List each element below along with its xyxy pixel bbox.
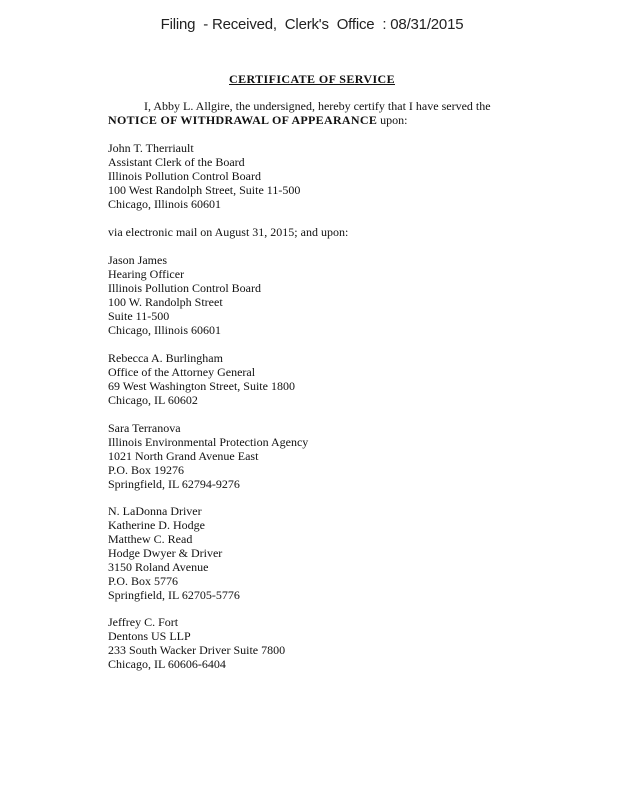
recipient-james <box>108 253 261 337</box>
address-line: Suite 11-500 <box>108 309 170 323</box>
address-line: Illinois Pollution Control Board <box>108 169 262 183</box>
service-method <box>108 225 348 239</box>
filing-stamp <box>0 16 624 33</box>
address-line: John T. Therriault <box>108 141 194 155</box>
address-line: Hodge Dwyer & Driver <box>108 546 223 560</box>
notice-title: NOTICE OF WITHDRAWAL OF APPEARANCE <box>108 113 378 127</box>
recipient-hodge-dwyer-driver <box>108 504 240 602</box>
document-title: CERTIFICATE OF SERVICE <box>229 72 395 86</box>
address-line: Springfield, IL 62705-5776 <box>108 588 240 602</box>
address-line: Illinois Environmental Protection Agency <box>108 435 309 449</box>
address-line: N. LaDonna Driver <box>108 504 202 518</box>
certification-text: I, Abby L. Allgire, the undersigned, hereby certify that I have served the <box>144 99 491 113</box>
address-line: 3150 Roland Avenue <box>108 560 209 574</box>
address-line: Matthew C. Read <box>108 532 193 546</box>
address-line: Assistant Clerk of the Board <box>108 155 245 169</box>
address-line: Illinois Pollution Control Board <box>108 281 262 295</box>
address-line: P.O. Box 19276 <box>108 463 185 477</box>
recipient-burlingham <box>108 351 295 407</box>
address-line: 233 South Wacker Driver Suite 7800 <box>108 643 286 657</box>
address-line: 100 West Randolph Street, Suite 11-500 <box>108 183 301 197</box>
address-line: Chicago, IL 60606-6404 <box>108 657 226 671</box>
notice-line <box>108 113 528 127</box>
address-line: 69 West Washington Street, Suite 1800 <box>108 379 295 393</box>
address-line: Chicago, IL 60602 <box>108 393 198 407</box>
recipient-terranova <box>108 421 308 491</box>
address-line: Chicago, Illinois 60601 <box>108 323 221 337</box>
address-line: Hearing Officer <box>108 267 185 281</box>
address-line: 1021 North Grand Avenue East <box>108 449 259 463</box>
address-line: Sara Terranova <box>108 421 181 435</box>
address-line: Jason James <box>108 253 167 267</box>
via-text: via electronic mail on August 31, 2015; and upon: <box>108 225 349 239</box>
address-line: Jeffrey C. Fort <box>108 615 179 629</box>
address-line: Dentons US LLP <box>108 629 191 643</box>
address-line: Katherine D. Hodge <box>108 518 205 532</box>
address-line: P.O. Box 5776 <box>108 574 179 588</box>
filing-stamp-text: Filing - Received, Clerk's Office : 08/31/2015 <box>160 16 464 33</box>
recipient-fort <box>108 615 285 671</box>
address-line: Rebecca A. Burlingham <box>108 351 223 365</box>
upon-text: upon: <box>377 113 408 127</box>
address-line: 100 W. Randolph Street <box>108 295 223 309</box>
address-line: Office of the Attorney General <box>108 365 256 379</box>
recipient-therriault <box>108 141 300 211</box>
address-line: Springfield, IL 62794-9276 <box>108 477 240 491</box>
certification-statement <box>108 99 528 127</box>
address-line: Chicago, Illinois 60601 <box>108 197 221 211</box>
